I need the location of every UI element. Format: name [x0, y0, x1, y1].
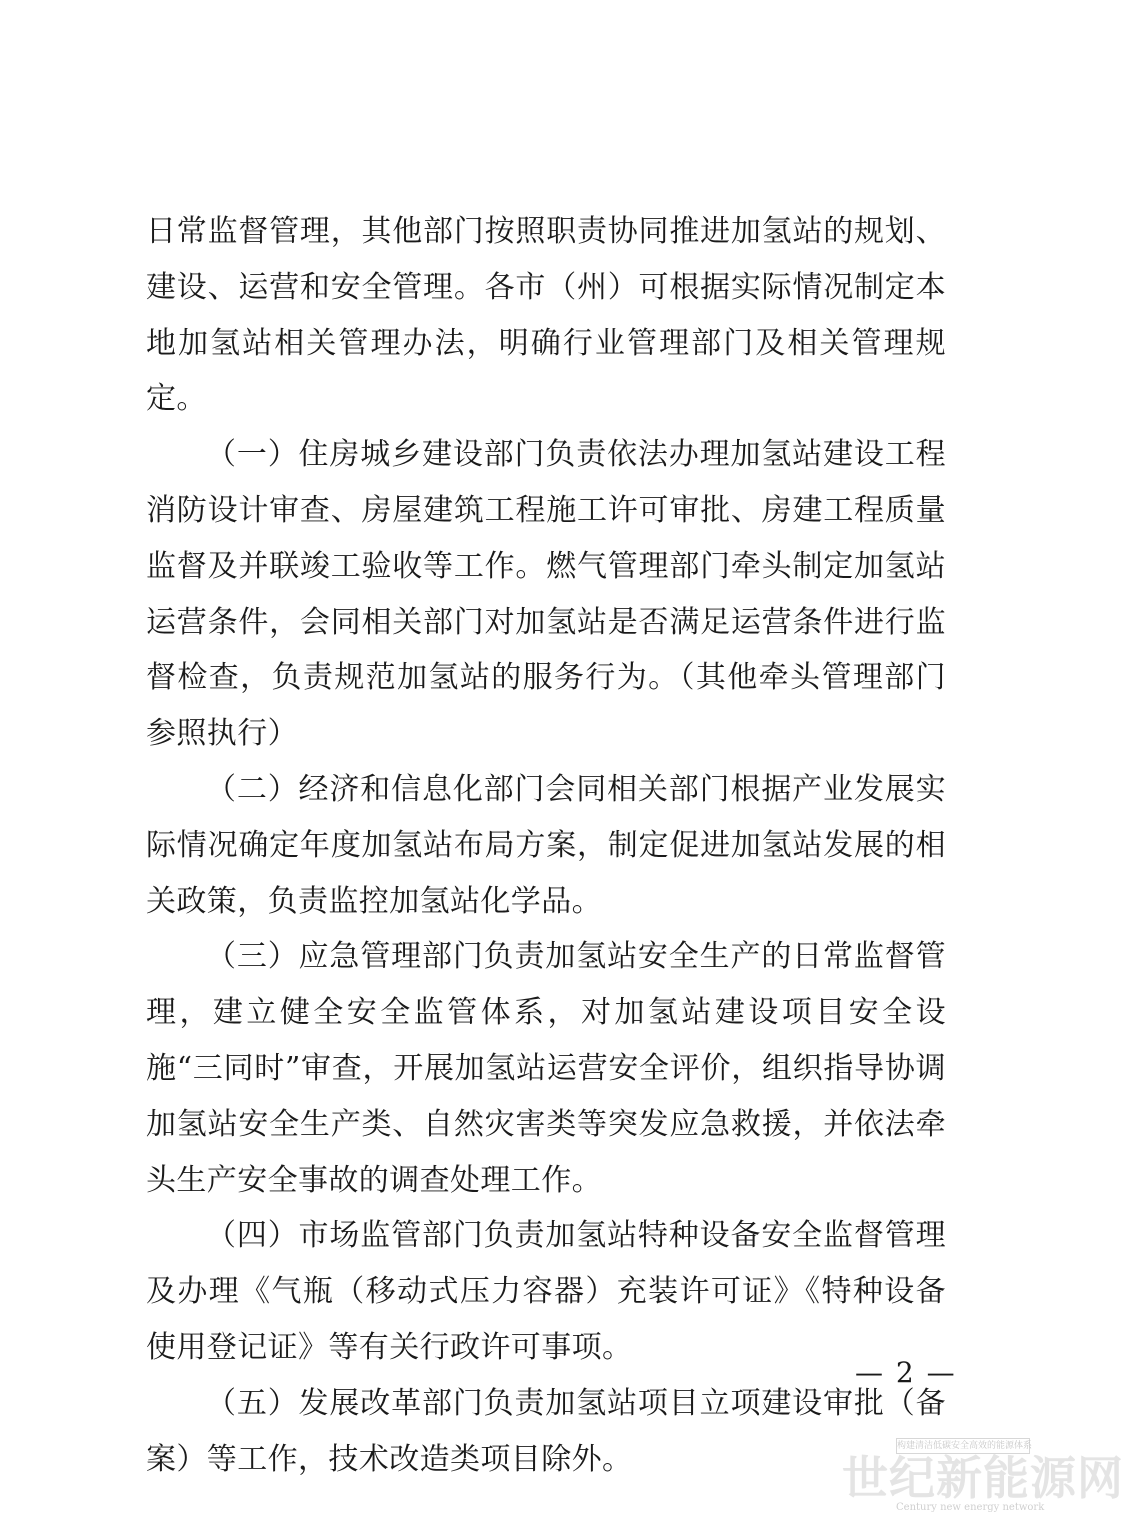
paragraph-item-2: （二）经济和信息化部门会同相关部门根据产业发展实际情况确定年度加氢站布局方案，制定促进加氢站发展的相关政策，负责监控加氢站化学品。 [146, 771, 946, 919]
page-number: — 2 — [855, 1356, 957, 1389]
watermark-slogan: 构建清洁低碳安全高效的能源体系 [896, 1438, 1030, 1454]
paragraph-item-5: （五）发展改革部门负责加氢站项目立项建设审批（备案）等工作，技术改造类项目除外。 [146, 1385, 946, 1477]
watermark-site-name: 世纪新能源网 [842, 1451, 1124, 1505]
watermark-english-name: Century new energy network [896, 1502, 1045, 1513]
document-body [146, 204, 946, 1487]
paragraph-continuation: 日常监督管理，其他部门按照职责协同推进加氢站的规划、建设、运营和安全管理。各市（州）可根据实际情况制定本地加氢站相关管理办法，明确行业管理部门及相关管理规定。 [146, 214, 946, 417]
paragraph-item-1: （一）住房城乡建设部门负责依法办理加氢站建设工程消防设计审查、房屋建筑工程施工许可审批、房建工程质量监督及并联竣工验收等工作。燃气管理部门牵头制定加氢站运营条件，会同相关部门对加氢站是否满足运营条件进行监督检查，负责规范加氢站的服务行为。（其他牵头管理部门参照执行） [146, 437, 946, 752]
paragraph-item-4: （四）市场监管部门负责加氢站特种设备安全监督管理及办理《气瓶（移动式压力容器）充装许可证》《特种设备使用登记证》等有关行政许可事项。 [146, 1218, 946, 1365]
watermark-logo [838, 1438, 1124, 1518]
paragraph-item-3: （三）应急管理部门负责加氢站安全生产的日常监督管理，建立健全安全监管体系，对加氢站建设项目安全设施“三同时”审查，开展加氢站运营安全评价，组织指导协调加氢站安全生产类、自然灾害类等突发应急救援，并依法牵头生产安全事故的调查处理工作。 [146, 939, 946, 1198]
